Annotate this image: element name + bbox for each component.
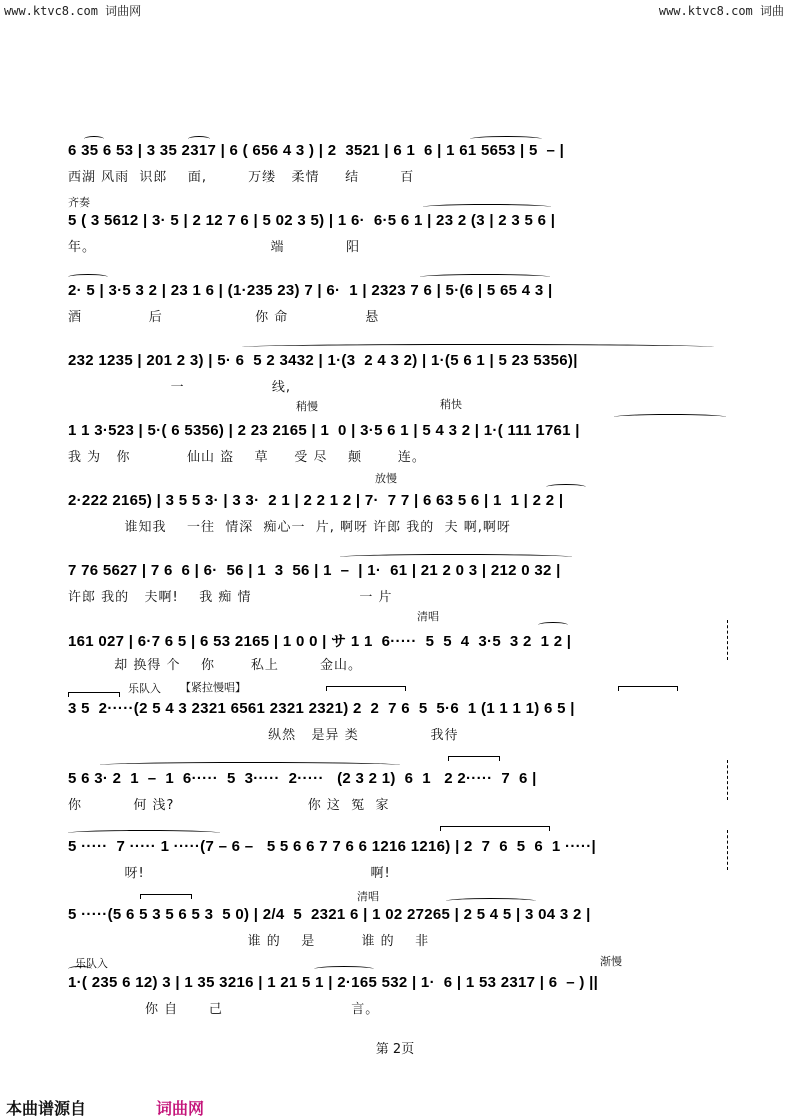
annotation-jinla-manchang: 【紧拉慢唱】 <box>180 681 246 694</box>
slur <box>140 894 192 899</box>
slur <box>100 762 400 768</box>
notation-line-3: 2· 5 | 3·5 3 2 | 23 1 6 | (1·235 23) 7 | 6· 1 | 2323 7 6 | 5·(6 | 5 65 4 3 | <box>68 282 553 299</box>
slur <box>340 554 572 560</box>
footer-brand-link[interactable]: 词曲网 <box>156 1099 205 1118</box>
slur <box>446 898 536 904</box>
notation-line-6: 2·222 2165) | 3 5 5 3· | 3 3· 2 1 | 2 2 1 2 | 7· 7 7 | 6 63 5 6 | 1 1 | 2 2 | <box>68 492 564 509</box>
slur <box>326 686 406 691</box>
lyrics-line-10: 你 何 浅? 你 这 冤 家 <box>68 798 390 813</box>
notation-line-2: 5 ( 3 5612 | 3· 5 | 2 12 7 6 | 5 02 3 5) | 1 6· 6·5 6 1 | 23 2 (3 | 2 3 5 6 | <box>68 212 556 229</box>
notation-line-7: 7 76 5627 | 7 6 6 | 6· 56 | 1 3 56 | 1 – | 1· 61 | 21 2 0 3 | 212 0 32 | <box>68 562 561 579</box>
lyrics-line-9: 纵然 是异 类 我待 <box>68 728 459 743</box>
notation-line-4: 232 1235 | 201 2 3) | 5· 6 5 2 3432 | 1·(3 2 4 3 2) | 1·(5 6 1 | 5 23 5356)| <box>68 352 578 369</box>
slur <box>423 204 551 210</box>
notation-line-12: 5 ·····(5 6 5 3 5 6 5 3 5 0) | 2/4 5 2321 6 | 1 02 27265 | 2 5 4 5 | 3 04 3 2 | <box>68 906 591 923</box>
lyrics-line-8: 却 换得 个 你 私上 金山。 <box>68 658 362 673</box>
header-left-url: www.ktvc8.com 词曲网 <box>4 4 142 18</box>
notation-line-5: 1 1 3·523 | 5·( 6 5356) | 2 23 2165 | 1 0 | 3·5 6 1 | 5 4 3 2 | 1·( 111 1761 | <box>68 422 580 439</box>
dashed-barline <box>727 830 729 870</box>
annotation-qingchang-1: 清唱 <box>417 610 439 623</box>
lyrics-line-5: 我 为 你 仙山 盗 草 受 尽 颠 连。 <box>68 450 426 465</box>
notation-line-9: 3 5 2·····(2 5 4 3 2321 6561 2321 2321) 2 2 7 6 5 5·6 1 (1 1 1 1) 6 5 | <box>68 700 575 717</box>
slur <box>68 966 92 972</box>
slur <box>546 484 586 490</box>
lyrics-line-11: 呀! 啊! <box>68 866 391 881</box>
lyrics-line-2: 年。 端 阳 <box>68 240 361 255</box>
annotation-shaochang: 稍慢 <box>296 400 318 413</box>
footer-source-text: 本曲谱源自 <box>6 1099 87 1118</box>
page-number: 第 2页 <box>375 1042 415 1057</box>
slur <box>242 344 714 350</box>
notation-line-1: 6 35 6 53 | 3 35 2317 | 6 ( 656 4 3 ) | 2 3521 | 6 1 6 | 1 61 5653 | 5 – | <box>68 142 565 159</box>
dashed-barline <box>727 760 729 800</box>
slur <box>448 756 500 761</box>
lyrics-line-4: 一 线, <box>68 380 292 395</box>
slur <box>68 830 220 836</box>
notation-line-8: 161 027 | 6·7 6 5 | 6 53 2165 | 1 0 0 | サ 1 1 6····· 5 5 4 3·5 3 2 1 2 | <box>68 633 572 650</box>
slur <box>314 966 374 972</box>
annotation-fangman: 放慢 <box>375 472 397 485</box>
notation-line-11: 5 ····· 7 ····· 1 ·····(7 – 6 – 5 5 6 6 7 7 6 6 1216 1216) | 2 7 6 5 6 1 ·····| <box>68 838 597 855</box>
slur <box>420 274 550 280</box>
annotation-qingchang-2: 清唱 <box>357 890 379 903</box>
notation-line-10: 5 6 3· 2 1 – 1 6····· 5 3····· 2····· (2 3 2 1) 6 1 2 2····· 7 6 | <box>68 770 537 787</box>
lyrics-line-1: 西湖 风雨 识郎 面, 万缕 柔情 结 百 <box>68 170 415 185</box>
lyrics-line-6: 谁知我 一往 情深 痴心一 片, 啊呀 许郎 我的 夫 啊,啊呀 <box>68 520 511 535</box>
header-right-url: www.ktvc8.com 词曲 <box>658 4 784 18</box>
slur <box>618 686 678 691</box>
dashed-barline <box>727 620 729 660</box>
annotation-yuedui-ru-1: 乐队入 <box>128 682 161 695</box>
lyrics-line-13: 你 自 己 言。 <box>68 1002 380 1017</box>
annotation-qizou: 齐奏 <box>68 196 90 209</box>
lyrics-line-7: 许郎 我的 夫啊! 我 痴 情 一 片 <box>68 590 393 605</box>
annotation-jianman: 渐慢 <box>600 955 622 968</box>
notation-line-13: 1·( 235 6 12) 3 | 1 35 3216 | 1 21 5 1 | 2·165 532 | 1· 6 | 1 53 2317 | 6 – ) || <box>68 974 599 991</box>
lyrics-line-3: 酒 后 你 命 悬 <box>68 310 380 325</box>
lyrics-line-12: 谁 的 是 谁 的 非 <box>68 934 430 949</box>
slur <box>440 826 550 831</box>
slur <box>68 692 120 697</box>
slur <box>614 414 726 420</box>
slur <box>538 622 568 628</box>
slur <box>68 274 108 280</box>
annotation-shaokuai: 稍快 <box>440 398 462 411</box>
annotation-yuedui-ru-2: 乐队入 <box>75 957 108 970</box>
